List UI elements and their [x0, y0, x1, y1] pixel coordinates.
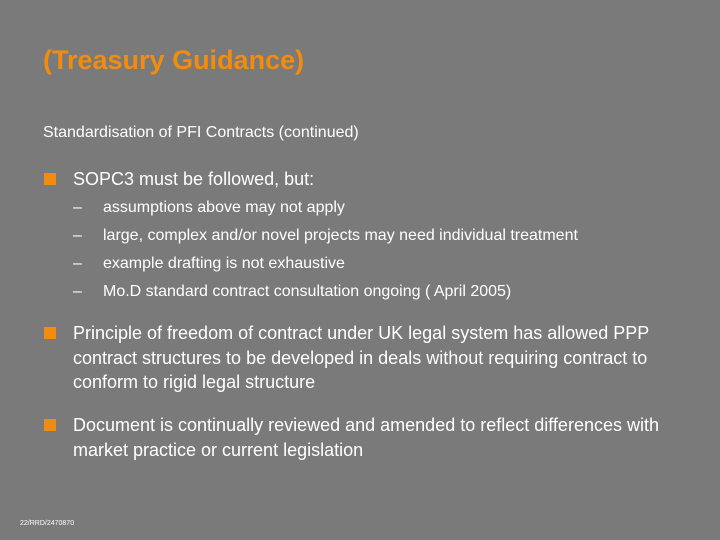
bullet-item [44, 321, 664, 395]
slide-subtitle: Standardisation of PFI Contracts (continued) [43, 124, 359, 141]
dash-icon: – [73, 227, 82, 244]
dash-icon: – [73, 255, 82, 272]
dash-icon: – [73, 283, 82, 300]
sub-item [73, 283, 511, 301]
sub-item [73, 227, 578, 245]
square-bullet-icon [44, 327, 56, 339]
sub-item-text: Mo.D standard contract consultation ongoing ( April 2005) [103, 283, 512, 300]
footer-reference: 22/RRD/2470870 [20, 520, 75, 527]
sub-item-text: example drafting is not exhaustive [103, 255, 345, 272]
sub-item [73, 199, 345, 217]
square-bullet-icon [44, 173, 56, 185]
sub-item-text: assumptions above may not apply [103, 199, 345, 216]
dash-icon: – [73, 199, 82, 216]
sub-item-text: large, complex and/or novel projects may need individual treatment [103, 227, 578, 244]
bullet-text: SOPC3 must be followed, but: [73, 169, 315, 189]
bullet-text: Principle of freedom of contract under UK legal system has allowed PPP contract structures to be developed in deals without requiring contract to conform to rigid legal structure [73, 323, 649, 392]
square-bullet-icon [44, 419, 56, 431]
bullet-text: Document is continually reviewed and amended to reflect differences with market practice or current legislation [73, 415, 659, 460]
bullet-item [44, 167, 314, 192]
sub-item [73, 255, 345, 273]
slide-title: (Treasury Guidance) [43, 45, 305, 75]
bullet-item [44, 413, 694, 462]
